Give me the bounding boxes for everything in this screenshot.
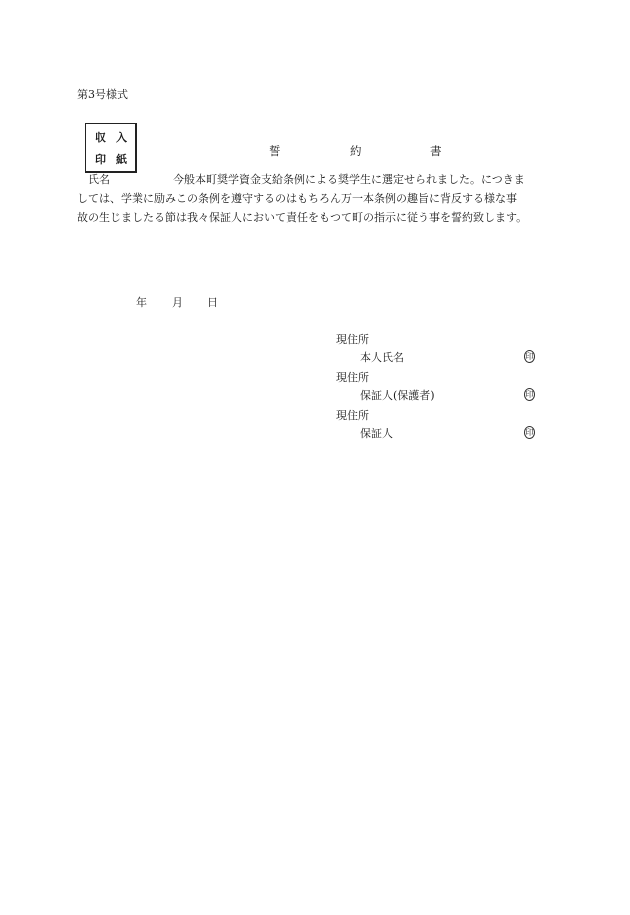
address-label-2: 現住所 (336, 371, 369, 384)
seal-icon-2: 印 (525, 390, 534, 399)
title-char-3: 書 (430, 144, 442, 158)
form-number: 第3号様式 (77, 88, 128, 101)
date-year: 年 (136, 296, 147, 309)
name-label: 氏名 (88, 173, 110, 186)
body-line-1 (77, 170, 559, 189)
stamp-char-3: 印 (95, 153, 106, 166)
seal-icon-3: 印 (525, 428, 534, 437)
signer-label-3: 保証人 (360, 427, 393, 440)
revenue-stamp-box (85, 123, 137, 173)
seal-icon-1: 印 (525, 352, 534, 361)
body-line-2: しては、学業に励みこの条例を遵守するのはもちろん万一本条例の趣旨に背反する様な事 (77, 192, 517, 205)
address-label-3: 現住所 (336, 409, 369, 422)
title-char-2: 約 (350, 144, 362, 158)
date-day: 日 (207, 296, 218, 309)
pledge-body (77, 170, 559, 227)
body-line-3: 故の生じましたる節は我々保証人において責任をもつて町の指示に従う事を誓約致します。 (77, 211, 528, 224)
signer-label-2: 保証人(保護者) (360, 389, 435, 402)
signer-label-1: 本人氏名 (360, 351, 404, 364)
body-line-1-text: 今般本町奨学資金支給条例による奨学生に選定せられました。につきま (173, 173, 525, 186)
stamp-char-4: 紙 (116, 153, 127, 166)
address-label-1: 現住所 (336, 333, 369, 346)
stamp-char-2: 入 (116, 131, 127, 144)
date-month: 月 (172, 296, 183, 309)
stamp-char-1: 収 (95, 131, 106, 144)
title-char-1: 誓 (269, 144, 281, 158)
